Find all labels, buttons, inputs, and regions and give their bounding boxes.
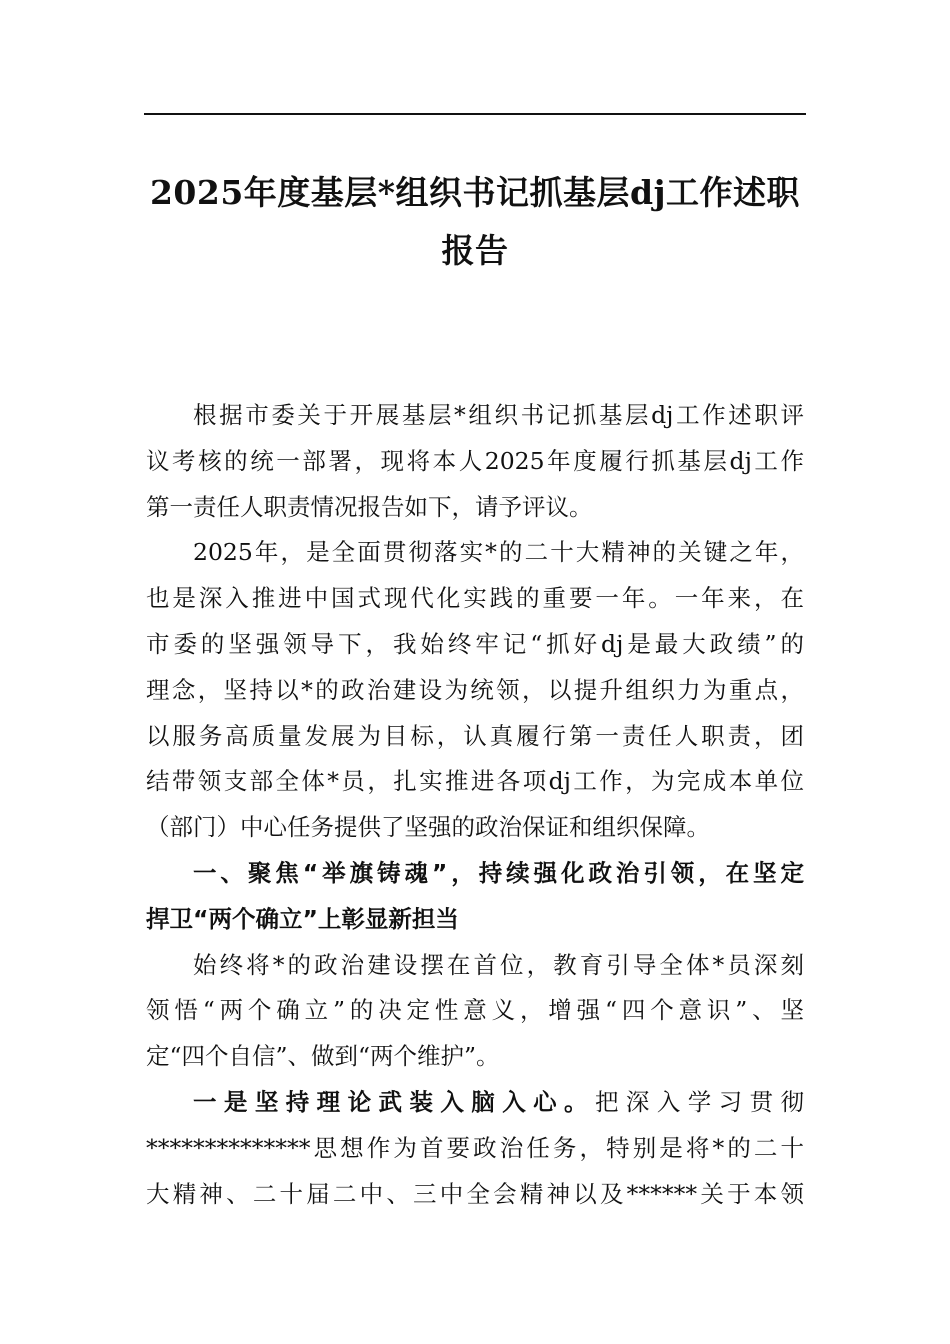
text-line: 第一责任人职责情况报告如下，请予评议。 — [146, 492, 593, 521]
text-line: 也是深入推进中国式现代化实践的重要一年。一年来，在 — [146, 584, 804, 613]
text-line: 结带领支部全体*员，扎实推进各项dj工作，为完成本单位 — [146, 767, 804, 796]
text-line: 以服务高质量发展为目标，认真履行第一责任人职责，团 — [146, 721, 804, 750]
document-body — [146, 393, 804, 1217]
text-line: 市委的坚强领导下，我始终牢记“抓好dj是最大政绩”的 — [146, 629, 804, 658]
text-line: 定“四个自信”、做到“两个维护”。 — [146, 1042, 500, 1071]
paragraph-section-intro — [146, 943, 804, 1080]
title-line-2: 报告 — [441, 231, 509, 270]
paragraph-intro — [146, 393, 804, 530]
point-lead: 一是坚持理论武装入脑入心。 — [193, 1087, 595, 1116]
header-rule — [144, 113, 806, 115]
text-line: 大精神、二十届二中、三中全会精神以及******关于本领 — [146, 1179, 804, 1208]
text-line — [146, 1080, 804, 1126]
text-line: （部门）中心任务提供了坚强的政治保证和组织保障。 — [146, 813, 710, 842]
point-text: 把深入学习贯彻 — [594, 1087, 805, 1116]
heading-line: 捍卫“两个确立”上彰显新担当 — [146, 904, 459, 933]
text-line: 理念，坚持以*的政治建设为统领，以提升组织力为重点， — [146, 675, 804, 704]
text-line: 2025年，是全面贯彻落实*的二十大精神的关键之年， — [193, 538, 804, 567]
document-title — [144, 164, 806, 280]
text-line: 领悟“两个确立”的决定性意义，增强“四个意识”、坚 — [146, 996, 804, 1025]
text-line: 根据市委关于开展基层*组织书记抓基层dj工作述职评 — [193, 401, 804, 429]
paragraph-overview — [146, 530, 804, 851]
text-line: 议考核的统一部署，现将本人2025年度履行抓基层dj工作 — [146, 446, 804, 475]
text-line: **************思想作为首要政治任务，特别是将*的二十 — [146, 1133, 804, 1162]
paragraph-point-1 — [146, 1080, 804, 1217]
section-heading-1 — [146, 851, 804, 943]
title-line-1: 2025年度基层*组织书记抓基层dj工作述职 — [149, 173, 801, 212]
text-line: 始终将*的政治建设摆在首位，教育引导全体*员深刻 — [193, 950, 804, 979]
heading-line: 一、聚焦“举旗铸魂”，持续强化政治引领，在坚定 — [193, 858, 804, 887]
